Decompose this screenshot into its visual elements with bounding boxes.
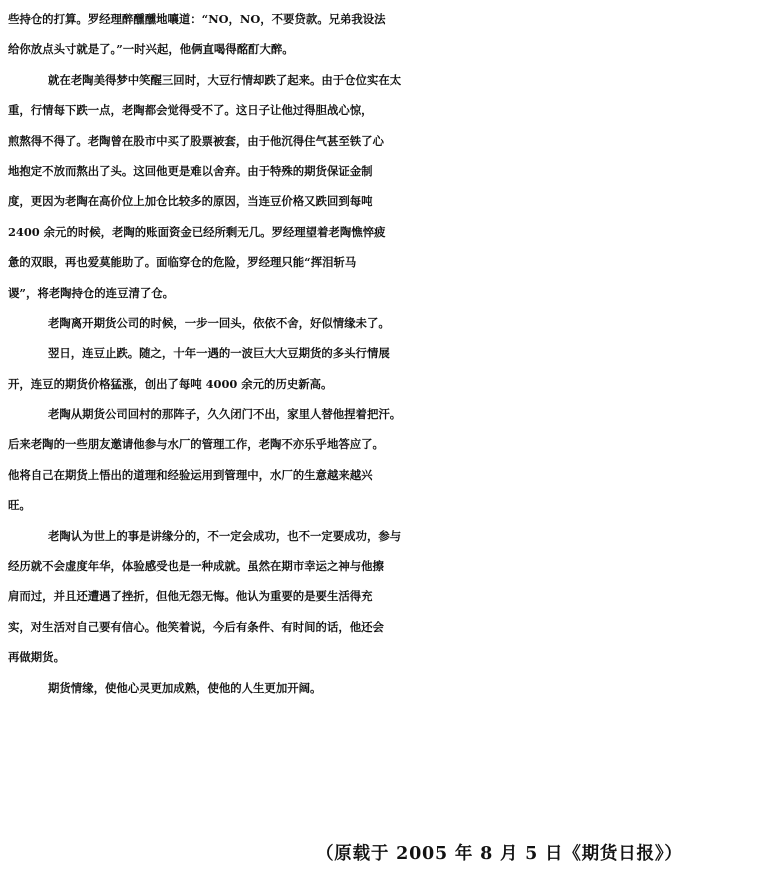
text-line: 再做期货。: [8, 650, 65, 665]
source-citation: （原载于 2005 年 8 月 5 日《期货日报》）: [316, 844, 683, 864]
text-line: 他将自己在期货上悟出的道理和经验运用到管理中，水厂的生意越来越兴: [8, 467, 373, 482]
text-line: 经历就不会虚度年华，体验感受也是一种成就。虽然在期市幸运之神与他擦: [8, 559, 384, 574]
text-line: 肩而过，并且还遭遇了挫折，但他无怨无悔。他认为重要的是要生活得充: [8, 589, 373, 604]
text-line: 后来老陶的一些朋友邀请他参与水厂的管理工作，老陶不亦乐乎地答应了。: [8, 437, 384, 452]
text-line: 惫的双眼，再也爱莫能助了。面临穿仓的危险，罗经理只能“挥泪斩马: [8, 255, 357, 270]
text-line: 地抱定不放而熬出了头。这回他更是难以舍弃。由于特殊的期货保证金制: [8, 163, 373, 178]
text-line: 实，对生活对自己要有信心。他笑着说，今后有条件、有时间的话，他还会: [8, 619, 384, 634]
paragraph-start-line: 翌日，连豆止跌。随之，十年一遇的一波巨大大豆期货的多头行情展: [48, 346, 390, 361]
paragraph-start-line: 老陶认为世上的事是讲缘分的，不一定会成功，也不一定要成功，参与: [48, 528, 402, 543]
paragraph-start-line: 就在老陶美得梦中笑醒三回时，大豆行情却跌了起来。由于仓位实在太: [48, 72, 402, 87]
text-line: 煎熬得不得了。老陶曾在股市中买了股票被套，由于他沉得住气甚至铁了心: [8, 133, 384, 148]
text-line: 些持仓的打算。罗经理醉醺醺地嚷道：“NO，NO，不要贷款。兄弟我设法: [8, 12, 386, 26]
paragraph-start-line: 老陶离开期货公司的时候，一步一回头，依依不舍，好似情缘未了。: [48, 315, 390, 330]
paragraph-start-line: 老陶从期货公司回村的那阵子，久久闭门不出，家里人替他捏着把汗。: [48, 407, 402, 422]
paragraph-start-line: 期货情缘，使他心灵更加成熟，使他的人生更加开阔。: [48, 680, 322, 695]
text-line: 重，行情每下跌一点，老陶都会觉得受不了。这日子让他过得胆战心惊，: [8, 103, 373, 118]
text-line: 开，连豆的期货价格猛涨，创出了每吨 4000 余元的历史新高。: [8, 376, 333, 391]
text-line: 谡”，将老陶持仓的连豆清了仓。: [8, 285, 175, 300]
text-line: 给你放点头寸就是了。”一时兴起，他俩直喝得酩酊大醉。: [8, 42, 294, 57]
text-line: 旺。: [8, 498, 31, 513]
text-line: 2400 余元的时候，老陶的账面资金已经所剩无几。罗经理望着老陶憔悴疲: [8, 224, 386, 239]
text-line: 度，更因为老陶在高价位上加仓比较多的原因，当连豆价格又跌回到每吨: [8, 194, 373, 209]
